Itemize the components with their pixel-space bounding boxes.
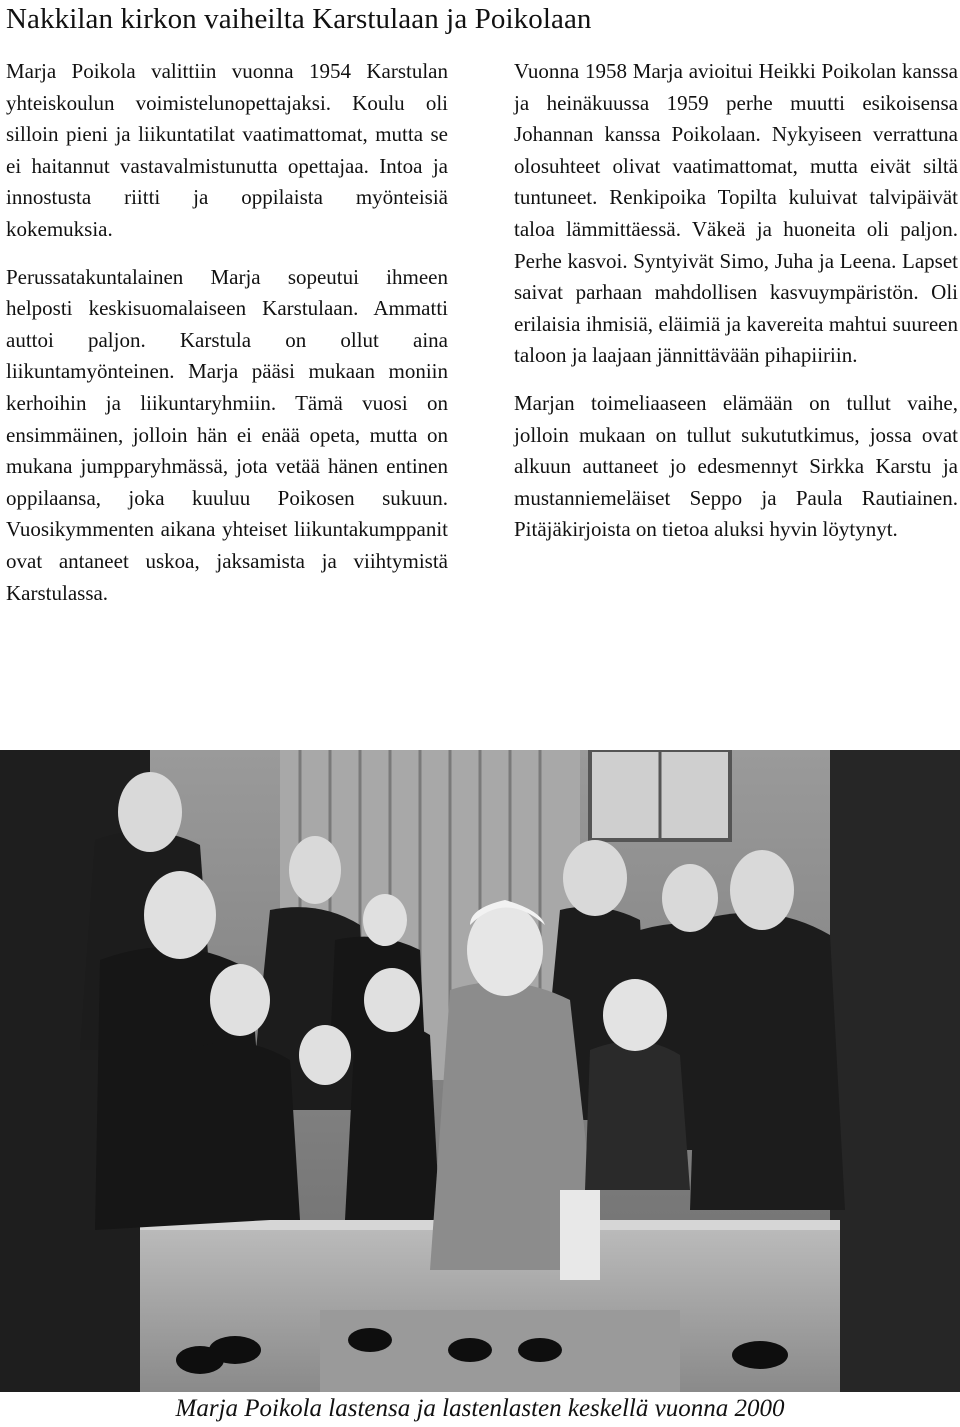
paragraph: Vuonna 1958 Marja avioitui Heikki Poikolan kanssa ja heinäkuussa 1959 perhe muutti esikoisensa Johannan kanssa Poikolaan. Nykyiseen verrattuna olosuhteet olivat vaatimattomat, mutta eivät siltä tuntuneet. Renkipoika Topilta kuluivat talvipäivät taloa lämmittäessä. Väkeä ja huoneita oli paljon. Perhe kasvoi. Syntyivät Simo, Juha ja Leena. Lapset saivat parhaan mahdollisen kasvuympäristön. Oli erilaisia ihmisiä, eläimiä ja kavereita mahtui suureen taloon ja laajaan jännittävään pihapiiriin.	[514, 59, 958, 368]
paragraph: Marja Poikola valittiin vuonna 1954 Karstulan yhteiskoulun voimistelunopettajaksi. Koulu oli silloin pieni ja liikuntatilat vaatimattomat, mutta se ei haitannut vastavalmistunutta opettajaa. Intoa ja innostusta riitti ja oppilaista myönteisiä kokemuksia.	[6, 59, 448, 241]
photo-caption: Marja Poikola lastensa ja lastenlasten keskellä vuonna 2000	[175, 1395, 785, 1422]
paragraph: Marjan toimeliaaseen elämään on tullut vaihe, jolloin mukaan on tullut sukututkimus, jossa ovat alkuun auttaneet jo edesmennyt Sirkka Karstu ja mustanniemeläiset Seppo ja Paula Rautiainen. Pitäjäkirjoista on tietoa aluksi hyvin löytynyt.	[514, 390, 958, 542]
paragraph: Perussatakuntalainen Marja sopeutui ihmeen helposti keskisuomalaiseen Karstulaan. Ammatti auttoi paljon. Karstula on ollut aina liikuntamyönteinen. Marja pääsi mukaan moniin kerhoihin ja liikuntaryhmiin. Tämä vuosi on ensimmäinen, jolloin hän ei enää opeta, mutta on mukana jumpparyhmässä, jota vetää hänen entinen oppilaansa, joka kuuluu Poikosen sukuun. Vuosikymmenten aikana yhteiset liikuntakumppanit ovat antaneet uskoa, jaksamista ja viihtymistä Karstulassa.	[6, 264, 448, 605]
article-title: Nakkilan kirkon vaiheilta Karstulaan ja Poikolaan	[6, 3, 592, 35]
left-column	[6, 56, 448, 625]
family-photo-illustration	[0, 750, 960, 1392]
right-column	[514, 56, 958, 562]
family-photo	[0, 750, 960, 1392]
